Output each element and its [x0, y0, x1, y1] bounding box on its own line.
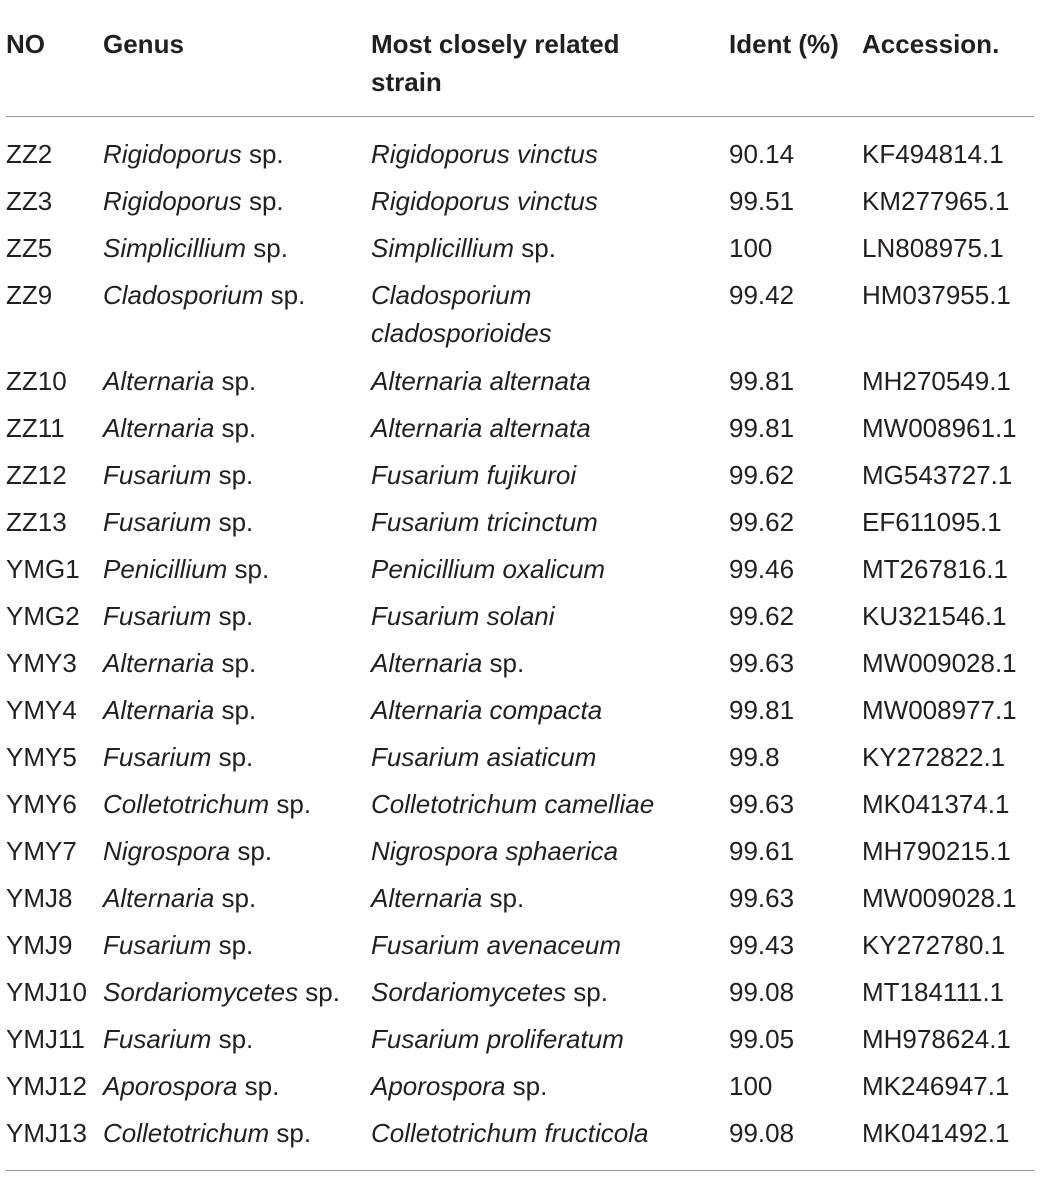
cell-accession: KU321546.1	[862, 601, 1007, 631]
table-row	[6, 1067, 1034, 1114]
table-row	[6, 738, 1034, 785]
table-row	[6, 456, 1034, 503]
cell-strain	[371, 182, 598, 220]
strain-name: Colletotrichum camelliae	[371, 789, 655, 819]
genus-name: Sordariomycetes	[103, 977, 299, 1007]
strain-name: Sordariomycetes	[371, 977, 567, 1007]
table-row	[6, 182, 1034, 229]
cell-strain	[371, 879, 524, 917]
cell-ident: 99.62	[729, 601, 795, 631]
genus-name: Rigidoporus	[103, 186, 242, 216]
cell-ident: 99.61	[729, 836, 795, 866]
cell-accession: MW009028.1	[862, 883, 1017, 913]
table-row	[6, 644, 1034, 691]
genus-name: Alternaria	[103, 413, 215, 443]
cell-no: ZZ9	[6, 280, 53, 310]
cell-strain	[371, 135, 598, 173]
cell-ident: 99.8	[729, 742, 780, 772]
cell-strain	[371, 550, 605, 588]
table-row	[6, 1020, 1034, 1067]
cell-strain	[371, 785, 654, 823]
cell-ident: 99.42	[729, 280, 795, 310]
genus-suffix: sp.	[211, 507, 254, 537]
cell-no: ZZ3	[6, 186, 53, 216]
cell-genus	[103, 135, 284, 173]
table-row	[6, 409, 1034, 456]
cell-genus	[103, 409, 256, 447]
cell-no: ZZ10	[6, 366, 67, 396]
genus-suffix: sp.	[211, 930, 254, 960]
cell-genus	[103, 597, 253, 635]
cell-strain	[371, 597, 555, 635]
cell-accession: KM277965.1	[862, 186, 1010, 216]
strain-name: Alternaria alternata	[371, 413, 591, 443]
cell-strain	[371, 973, 608, 1011]
cell-ident: 100	[729, 1071, 773, 1101]
genus-suffix: sp.	[214, 366, 257, 396]
cell-genus	[103, 550, 269, 588]
cell-accession: LN808975.1	[862, 233, 1004, 263]
genus-name: Colletotrichum	[103, 1118, 270, 1148]
cell-accession: MH790215.1	[862, 836, 1011, 866]
cell-ident: 99.43	[729, 930, 795, 960]
cell-genus	[103, 276, 305, 314]
genus-name: Fusarium	[103, 507, 212, 537]
strain-name: Fusarium tricinctum	[371, 507, 598, 537]
strain-suffix: sp.	[514, 233, 556, 263]
cell-ident: 99.62	[729, 460, 795, 490]
cell-no: YMJ10	[6, 977, 87, 1007]
table-row	[6, 926, 1034, 973]
header-accession: Accession.	[862, 29, 1000, 59]
strain-name: Alternaria	[371, 883, 483, 913]
cell-no: ZZ11	[6, 413, 65, 443]
cell-accession: MW009028.1	[862, 648, 1017, 678]
header-ident: Ident (%)	[729, 29, 839, 59]
table-row	[6, 1114, 1034, 1161]
genus-name: Nigrospora	[103, 836, 231, 866]
table-row	[6, 135, 1034, 182]
genus-name: Alternaria	[103, 883, 215, 913]
cell-accession: MW008977.1	[862, 695, 1017, 725]
cell-genus	[103, 832, 272, 870]
cell-genus	[103, 182, 284, 220]
strain-name: Cladosporium cladosporioides	[371, 280, 552, 348]
table-row	[6, 503, 1034, 550]
cell-accession: KY272780.1	[862, 930, 1006, 960]
cell-accession: MH270549.1	[862, 366, 1011, 396]
strain-suffix: sp.	[505, 1071, 548, 1101]
cell-ident: 99.81	[729, 413, 795, 443]
genus-suffix: sp.	[269, 789, 312, 819]
strain-name: Colletotrichum fructicola	[371, 1118, 649, 1148]
cell-ident: 99.08	[729, 977, 795, 1007]
genus-suffix: sp.	[230, 836, 273, 866]
genus-suffix: sp.	[237, 1071, 280, 1101]
cell-no: YMY5	[6, 742, 77, 772]
cell-no: YMJ8	[6, 883, 73, 913]
cell-no: YMJ12	[6, 1071, 87, 1101]
table-row	[6, 550, 1034, 597]
cell-genus	[103, 879, 256, 917]
cell-ident: 99.62	[729, 507, 795, 537]
genus-suffix: sp.	[211, 460, 254, 490]
cell-ident: 99.63	[729, 883, 795, 913]
cell-genus	[103, 738, 253, 776]
cell-strain	[371, 832, 618, 870]
genus-suffix: sp.	[241, 186, 284, 216]
header-genus: Genus	[103, 29, 184, 59]
cell-genus	[103, 362, 256, 400]
cell-ident: 100	[729, 233, 773, 263]
strain-name: Rigidoporus vinctus	[371, 139, 598, 169]
genus-suffix: sp.	[227, 554, 270, 584]
cell-ident: 99.63	[729, 789, 795, 819]
genus-name: Fusarium	[103, 1024, 212, 1054]
header-strain: Most closely related strain	[371, 29, 620, 97]
genus-suffix: sp.	[214, 695, 257, 725]
genus-suffix: sp.	[214, 883, 257, 913]
cell-genus	[103, 456, 253, 494]
genus-name: Fusarium	[103, 601, 212, 631]
cell-accession: MT184111.1	[862, 977, 1005, 1007]
cell-no: YMJ11	[6, 1024, 85, 1054]
genus-name: Rigidoporus	[103, 139, 242, 169]
table-row	[6, 691, 1034, 738]
cell-accession: EF611095.1	[862, 507, 1002, 537]
strain-name: Fusarium avenaceum	[371, 930, 621, 960]
genus-name: Cladosporium	[103, 280, 264, 310]
cell-accession: HM037955.1	[862, 280, 1011, 310]
header-no: NO	[6, 29, 45, 59]
cell-ident: 99.81	[729, 695, 795, 725]
strain-name: Alternaria	[371, 648, 483, 678]
cell-ident: 99.51	[729, 186, 795, 216]
table-row	[6, 229, 1034, 276]
cell-strain	[371, 229, 556, 267]
strain-name: Simplicillium	[371, 233, 515, 263]
cell-genus	[103, 973, 340, 1011]
cell-no: YMG1	[6, 554, 80, 584]
cell-genus	[103, 785, 311, 823]
strain-name: Alternaria compacta	[371, 695, 603, 725]
genus-name: Fusarium	[103, 460, 212, 490]
table-row	[6, 832, 1034, 879]
table-row	[6, 276, 1034, 362]
strain-suffix: sp.	[566, 977, 608, 1007]
cell-strain	[371, 1067, 547, 1105]
strain-suffix: sp.	[482, 648, 525, 678]
cell-strain	[371, 1114, 648, 1152]
cell-strain	[371, 276, 701, 352]
genus-suffix: sp.	[211, 1024, 254, 1054]
strain-name: Fusarium asiaticum	[371, 742, 597, 772]
cell-genus	[103, 1020, 253, 1058]
cell-no: ZZ2	[6, 139, 53, 169]
genus-name: Fusarium	[103, 930, 212, 960]
cell-no: YMY7	[6, 836, 77, 866]
cell-accession: MK246947.1	[862, 1071, 1010, 1101]
cell-no: YMY4	[6, 695, 77, 725]
cell-genus	[103, 229, 288, 267]
bottom-rule	[6, 1170, 1034, 1171]
cell-strain	[371, 691, 602, 729]
cell-genus	[103, 644, 256, 682]
cell-ident: 99.63	[729, 648, 795, 678]
cell-no: YMJ13	[6, 1118, 87, 1148]
cell-accession: MW008961.1	[862, 413, 1017, 443]
genus-suffix: sp.	[263, 280, 306, 310]
cell-strain	[371, 409, 591, 447]
table-row	[6, 973, 1034, 1020]
cell-accession: MK041374.1	[862, 789, 1010, 819]
genus-name: Alternaria	[103, 366, 215, 396]
genus-suffix: sp.	[269, 1118, 312, 1148]
cell-no: YMG2	[6, 601, 80, 631]
table-row	[6, 785, 1034, 832]
cell-accession: MT267816.1	[862, 554, 1008, 584]
genus-suffix: sp.	[246, 233, 288, 263]
strain-suffix: sp.	[482, 883, 525, 913]
genus-name: Aporospora	[103, 1071, 238, 1101]
table-row	[6, 362, 1034, 409]
cell-strain	[371, 362, 591, 400]
strain-identification-table	[6, 0, 1034, 1161]
cell-strain	[371, 456, 576, 494]
cell-ident: 99.81	[729, 366, 795, 396]
genus-suffix: sp.	[211, 742, 254, 772]
cell-no: ZZ5	[6, 233, 53, 263]
cell-strain	[371, 738, 596, 776]
cell-ident: 99.05	[729, 1024, 795, 1054]
strain-name: Fusarium proliferatum	[371, 1024, 624, 1054]
genus-name: Alternaria	[103, 648, 215, 678]
cell-accession: MH978624.1	[862, 1024, 1011, 1054]
strain-name: Penicillium oxalicum	[371, 554, 606, 584]
cell-ident: 99.08	[729, 1118, 795, 1148]
table-body	[6, 117, 1034, 1161]
strain-name: Fusarium solani	[371, 601, 555, 631]
cell-accession: KY272822.1	[862, 742, 1006, 772]
cell-strain	[371, 644, 524, 682]
cell-strain	[371, 503, 598, 541]
cell-accession: MG543727.1	[862, 460, 1013, 490]
cell-strain	[371, 1020, 624, 1058]
cell-no: YMY6	[6, 789, 77, 819]
strain-name: Rigidoporus vinctus	[371, 186, 598, 216]
genus-suffix: sp.	[214, 648, 257, 678]
cell-no: ZZ13	[6, 507, 67, 537]
genus-suffix: sp.	[214, 413, 257, 443]
cell-genus	[103, 503, 253, 541]
cell-accession: KF494814.1	[862, 139, 1004, 169]
table-header	[6, 0, 1034, 117]
cell-no: YMJ9	[6, 930, 73, 960]
strain-name: Fusarium fujikuroi	[371, 460, 577, 490]
cell-no: ZZ12	[6, 460, 67, 490]
strain-name: Nigrospora sphaerica	[371, 836, 619, 866]
genus-suffix: sp.	[211, 601, 254, 631]
table-row	[6, 879, 1034, 926]
cell-genus	[103, 1114, 311, 1152]
cell-ident: 99.46	[729, 554, 795, 584]
genus-name: Colletotrichum	[103, 789, 270, 819]
cell-no: YMY3	[6, 648, 77, 678]
genus-name: Fusarium	[103, 742, 212, 772]
cell-accession: MK041492.1	[862, 1118, 1010, 1148]
cell-genus	[103, 691, 256, 729]
genus-name: Alternaria	[103, 695, 215, 725]
genus-suffix: sp.	[241, 139, 284, 169]
strain-name: Alternaria alternata	[371, 366, 591, 396]
cell-strain	[371, 926, 621, 964]
cell-genus	[103, 1067, 279, 1105]
strain-name: Aporospora	[371, 1071, 506, 1101]
cell-ident: 90.14	[729, 139, 795, 169]
cell-genus	[103, 926, 253, 964]
table-row	[6, 597, 1034, 644]
genus-suffix: sp.	[298, 977, 340, 1007]
genus-name: Simplicillium	[103, 233, 247, 263]
genus-name: Penicillium	[103, 554, 228, 584]
